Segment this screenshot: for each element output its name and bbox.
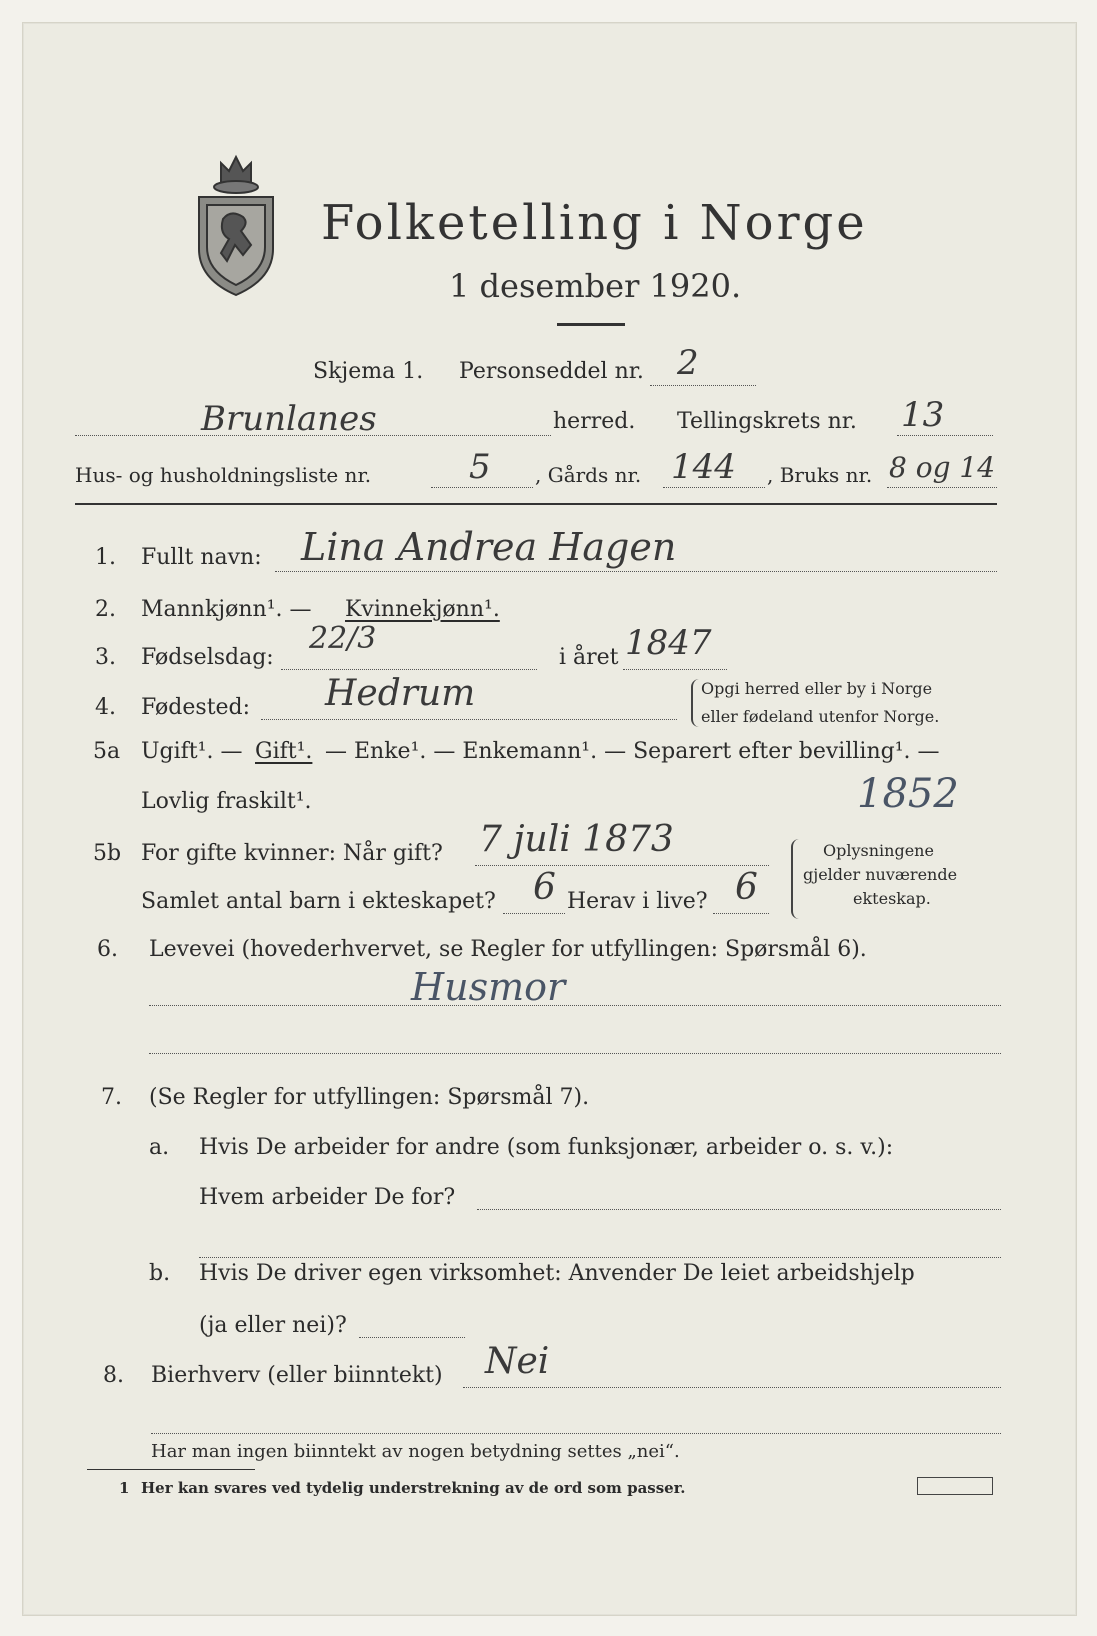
children-total-value: 6 xyxy=(533,867,556,908)
levevei-label: Levevei (hovederhvervet, se Regler for utfyllingen: Spørsmål 6). xyxy=(149,937,867,962)
footnote-mark: 1 xyxy=(119,1479,130,1497)
kvinnekjonn-option: Kvinnekjønn¹. xyxy=(345,597,500,622)
mannkjonn-label: Mannkjønn¹. — xyxy=(141,597,312,622)
fodselsdag-line xyxy=(281,669,537,670)
bierhverv-value: Nei xyxy=(485,1341,550,1382)
husholdningsliste-label: Hus- og husholdningsliste nr. xyxy=(75,463,372,487)
census-date: 1 desember 1920. xyxy=(449,267,742,305)
q3-number: 3. xyxy=(95,645,116,670)
fodselsdag-label: Fødselsdag: xyxy=(141,645,274,670)
q5b-note-line1: Oplysningene xyxy=(823,841,934,860)
personseddel-label: Personseddel nr. xyxy=(459,359,644,384)
occupation-value: Husmor xyxy=(411,965,566,1009)
husholdningsliste-line xyxy=(431,487,533,488)
form-title: Folketelling i Norge xyxy=(321,195,868,251)
q7a-line1: Hvis De arbeider for andre (som funksjonær, arbeider o. s. v.): xyxy=(199,1135,894,1160)
q2-number: 2. xyxy=(95,597,116,622)
bruks-line xyxy=(887,487,997,488)
q7b-line2: (ja eller nei)? xyxy=(199,1313,347,1338)
ja-nei-line xyxy=(359,1337,465,1338)
wedding-date-value: 7 juli 1873 xyxy=(479,819,674,860)
q1-number: 1. xyxy=(95,545,116,570)
q5b-note-line2: gjelder nuværende xyxy=(803,865,958,884)
printer-stamp xyxy=(917,1477,993,1495)
husholdningsliste-value: 5 xyxy=(469,447,491,487)
schema-label: Skjema 1. xyxy=(313,359,424,384)
q8-number: 8. xyxy=(103,1363,124,1388)
levevei-line-1 xyxy=(149,1005,1001,1006)
full-name-value: Lina Andrea Hagen xyxy=(301,525,677,569)
birth-year-value: 1847 xyxy=(625,623,712,663)
title-divider xyxy=(557,323,625,326)
bierhverv-line-2 xyxy=(151,1433,1001,1434)
personseddel-value: 2 xyxy=(677,343,699,383)
naar-gift-label: For gifte kvinner: Når gift? xyxy=(141,841,443,866)
tellingskrets-line xyxy=(897,435,993,436)
q5a-number: 5a xyxy=(93,739,121,764)
arbeider-for-line-1 xyxy=(477,1209,1001,1210)
q4-note-brace xyxy=(691,679,699,727)
tellingskrets-label: Tellingskrets nr. xyxy=(677,409,857,434)
q7a-line2: Hvem arbeider De for? xyxy=(199,1185,456,1210)
q1-line xyxy=(275,571,997,572)
personseddel-line xyxy=(650,385,756,386)
children-alive-value: 6 xyxy=(735,867,758,908)
q6-number: 6. xyxy=(97,937,118,962)
q7a-letter: a. xyxy=(149,1135,170,1160)
ugift-option: Ugift¹. — xyxy=(141,739,243,764)
fodested-label: Fødested: xyxy=(141,695,251,720)
q7b-letter: b. xyxy=(149,1261,171,1286)
annotation-1852: 1852 xyxy=(857,771,959,817)
marital-options: — Enke¹. — Enkemann¹. — Separert efter bevilling¹. — xyxy=(325,739,940,764)
i-live-label: Herav i live? xyxy=(567,889,708,914)
header-divider xyxy=(75,503,997,505)
herred-value: Brunlanes xyxy=(201,399,377,439)
birthplace-value: Hedrum xyxy=(325,673,476,714)
q5b-number: 5b xyxy=(93,841,122,866)
q5b-note-line3: ekteskap. xyxy=(853,889,931,908)
arbeider-for-line-2 xyxy=(199,1257,1001,1258)
coat-of-arms-icon xyxy=(191,149,281,299)
footnote-text: Her kan svares ved tydelig understrekning av de ord som passer. xyxy=(141,1479,686,1497)
naar-gift-line xyxy=(475,865,769,866)
q5b-note-brace xyxy=(791,839,801,919)
biinntekt-note: Har man ingen biinntekt av nogen betydning settes „nei“. xyxy=(151,1441,680,1462)
bierhverv-label: Bierhverv (eller biinntekt) xyxy=(151,1363,443,1388)
q1-label: Fullt navn: xyxy=(141,545,262,570)
antal-barn-label: Samlet antal barn i ekteskapet? xyxy=(141,889,496,914)
bierhverv-line-1 xyxy=(463,1387,1001,1388)
aaret-line xyxy=(623,669,727,670)
gards-label: , Gårds nr. xyxy=(535,463,642,487)
fodested-line xyxy=(261,719,677,720)
q7-label: (Se Regler for utfyllingen: Spørsmål 7). xyxy=(149,1085,590,1110)
i-live-line xyxy=(713,913,769,914)
aaret-label: i året xyxy=(559,645,619,670)
footnote-divider xyxy=(87,1469,255,1470)
q4-note-line2: eller fødeland utenfor Norge. xyxy=(701,707,940,726)
bruks-label: , Bruks nr. xyxy=(767,463,873,487)
q7b-line1: Hvis De driver egen virksomhet: Anvender De leiet arbeidshjelp xyxy=(199,1261,915,1286)
bruks-value: 8 og 14 xyxy=(889,451,996,484)
herred-label: herred. xyxy=(553,409,636,434)
tellingskrets-value: 13 xyxy=(901,395,945,435)
fraskilt-option: Lovlig fraskilt¹. xyxy=(141,789,312,814)
gards-value: 144 xyxy=(671,447,736,487)
gift-option: Gift¹. xyxy=(255,739,313,764)
antal-barn-line xyxy=(503,913,565,914)
fodselsdag-value: 22/3 xyxy=(309,621,377,656)
levevei-line-2 xyxy=(149,1053,1001,1054)
q4-note-line1: Opgi herred eller by i Norge xyxy=(701,679,933,698)
census-form-page xyxy=(22,22,1077,1616)
q4-number: 4. xyxy=(95,695,116,720)
q7-number: 7. xyxy=(101,1085,122,1110)
gards-line xyxy=(663,487,765,488)
